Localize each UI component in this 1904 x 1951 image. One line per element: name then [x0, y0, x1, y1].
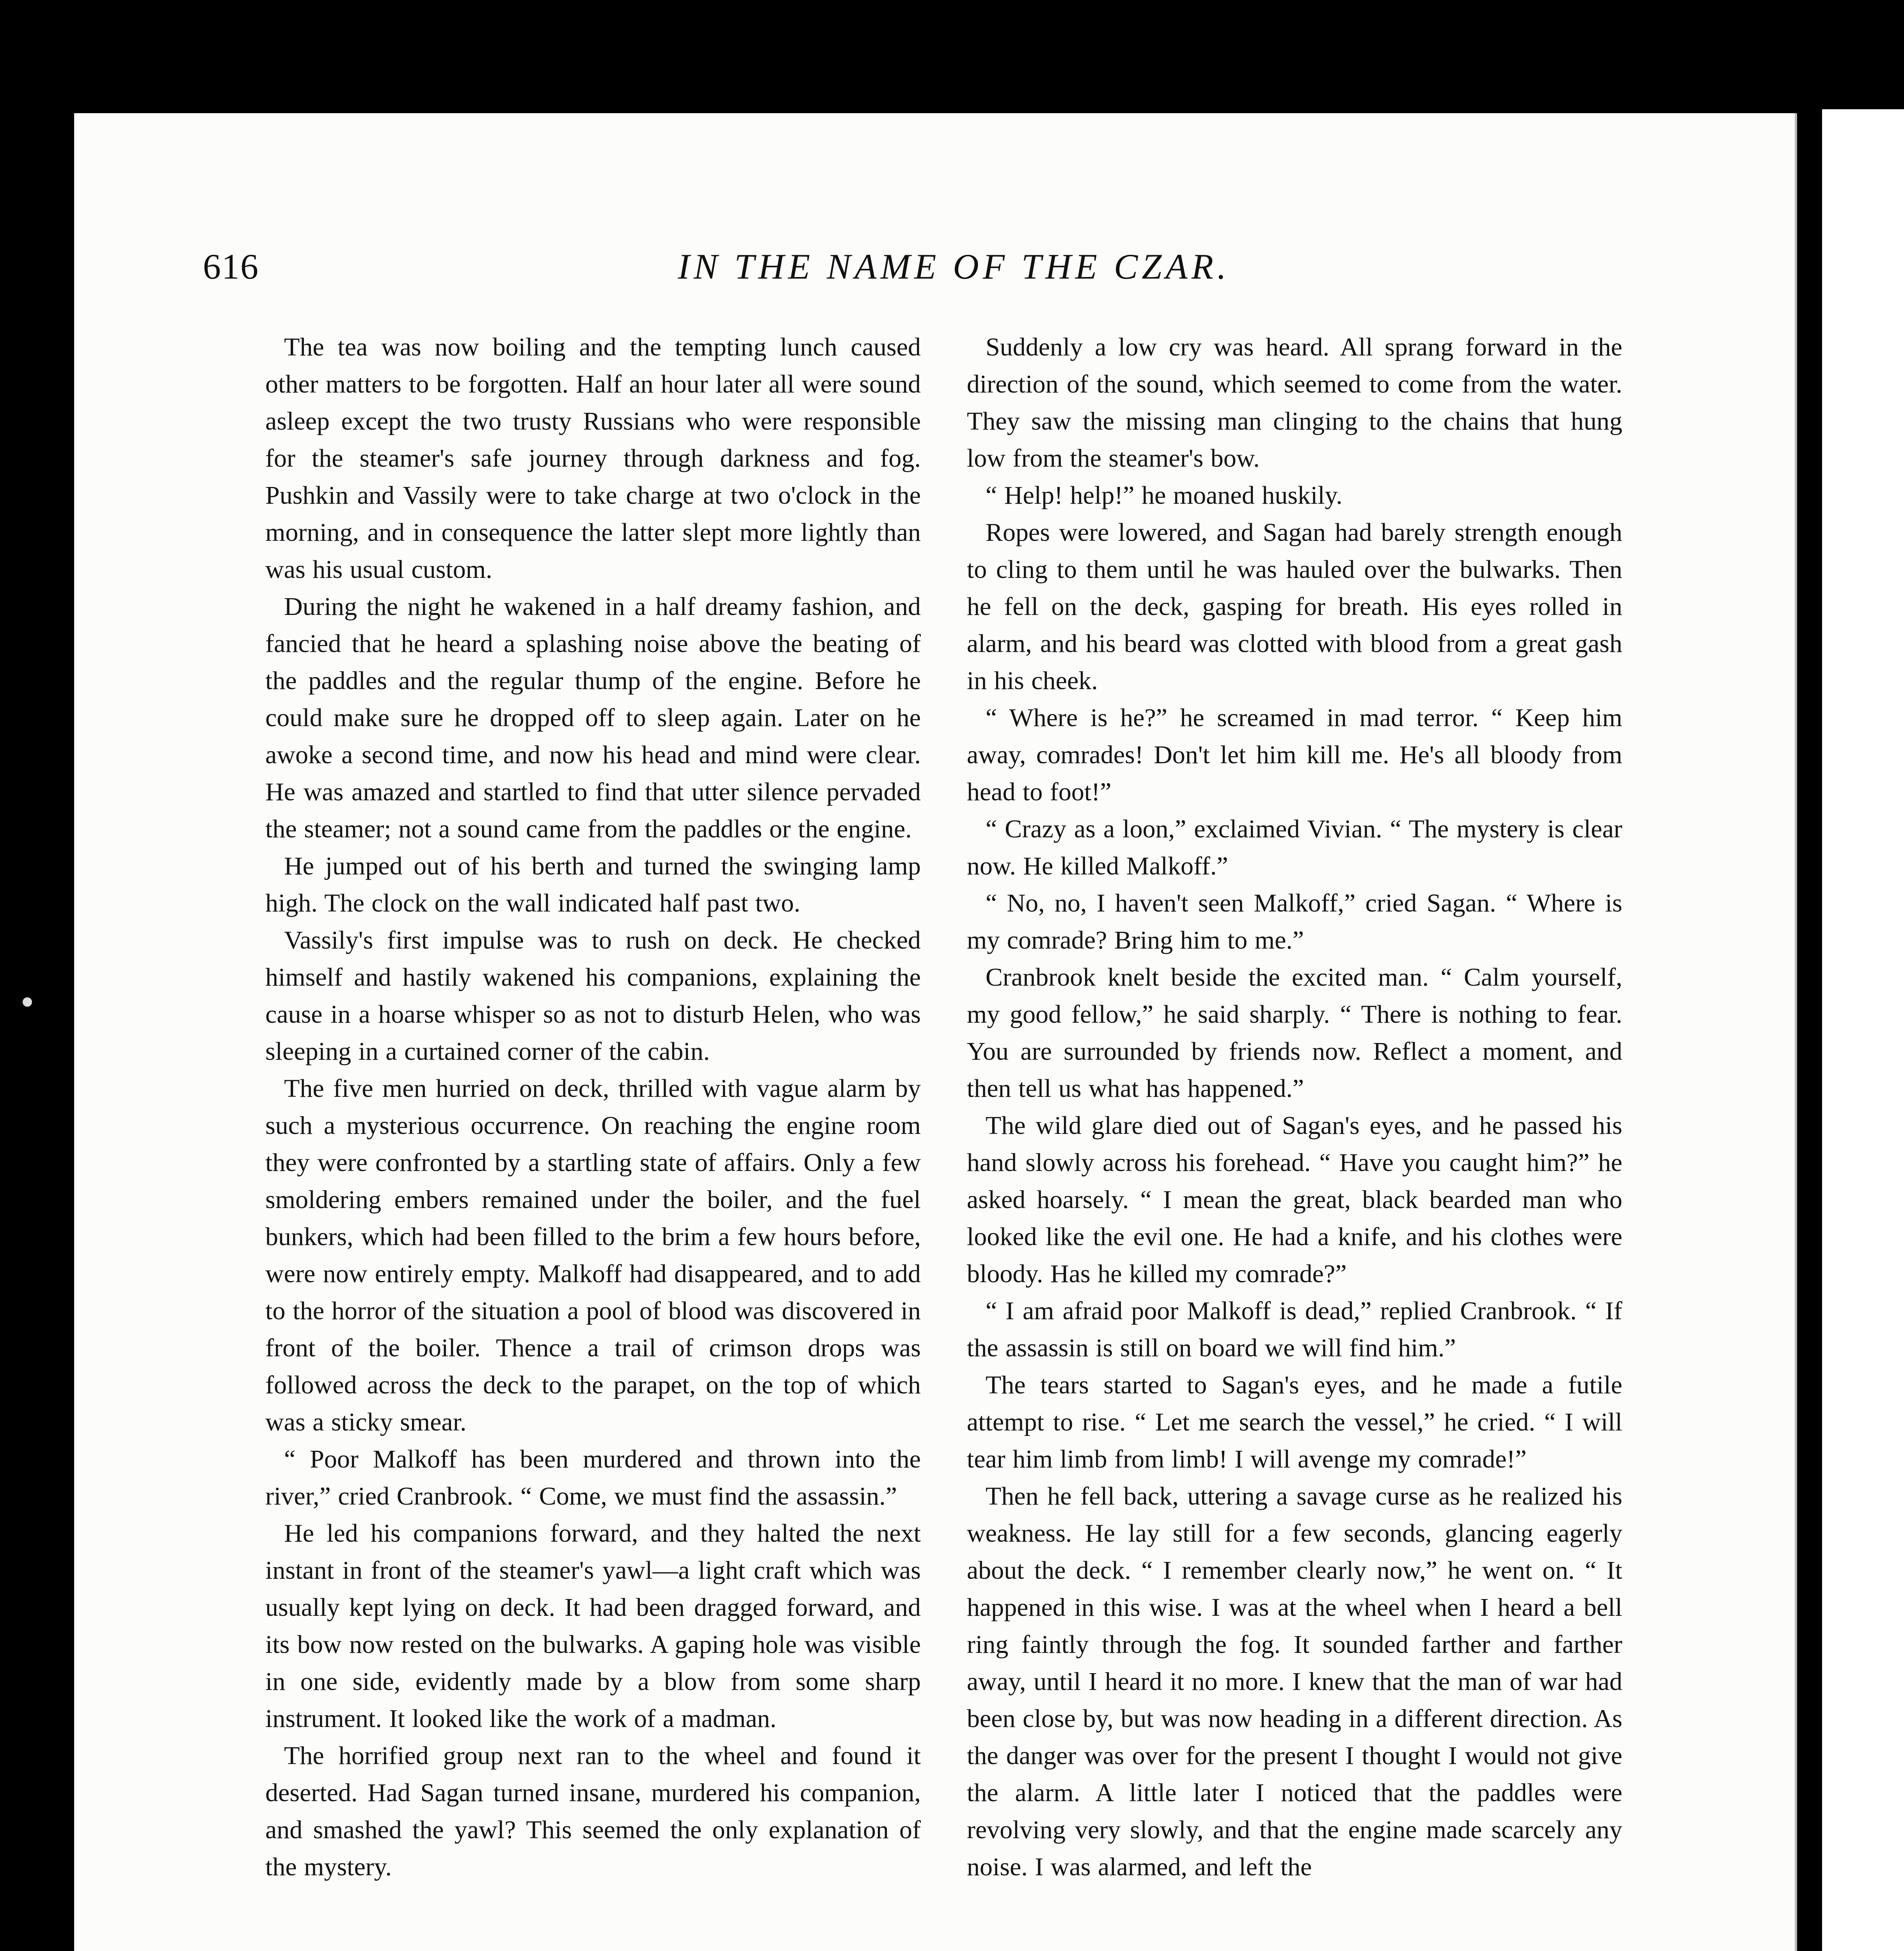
left-paragraph-6: “ Poor Malkoff has been murdered and thrown into the river,” cried Cranbrook. “ Come, we must find the assassin.” [265, 1445, 921, 1510]
left-paragraph-8: The horrified group next ran to the wheel and found it deserted. Had Sagan turned insane, murdered his companion, and smashed the yawl? This seemed the only explanation of the mystery. [265, 1741, 921, 1881]
right-paragraph-7: Cranbrook knelt beside the excited man. “ Calm yourself, my good fellow,” he said sharply. “ There is nothing to fear. You are surrounded by friends now. Reflect a moment, and then tell us what has happened.” [967, 963, 1622, 1103]
left-text-column [265, 329, 921, 1885]
right-paragraph-3: Ropes were lowered, and Sagan had barely strength enough to cling to them until he was hauled over the bulwarks. Then he fell on the deck, gasping for breath. His eyes rolled in alarm, and his beard was clotted with blood from a great gash in his cheek. [967, 518, 1622, 695]
right-paragraph-11: Then he fell back, uttering a savage curse as he realized his weakness. He lay still for a few seconds, glancing eagerly about the deck. “ I remember clearly now,” he went on. “ It happened in this wise. I was at the wheel when I heard a bell ring faintly through the fog. It sounded farther and farther away, until I heard it no more. I knew that the man of war had been close by, but was now heading in a different direction. As the danger was over for the present I thought I would not give the alarm. A little later I noticed that the paddles were revolving very slowly, and that the engine made scarcely any noise. I was alarmed, and left the [967, 1482, 1622, 1881]
scan-dust-speck [23, 997, 32, 1007]
right-paragraph-8: The wild glare died out of Sagan's eyes, and he passed his hand slowly across his forehead. “ Have you caught him?” he asked hoarsely. “ I mean the great, black bearded man who looked like the evil one. He had a knife, and his clothes were bloody. Has he killed my comrade?” [967, 1111, 1622, 1288]
right-paragraph-9: “ I am afraid poor Malkoff is dead,” replied Cranbrook. “ If the assassin is still on board we will find him.” [967, 1297, 1622, 1362]
right-paragraph-6: “ No, no, I haven't seen Malkoff,” cried Sagan. “ Where is my comrade? Bring him to me.” [967, 889, 1622, 954]
left-paragraph-2: During the night he wakened in a half dreamy fashion, and fancied that he heard a splashing noise above the beating of the paddles and the regular thump of the engine. Before he could make sure he dropped off to sleep again. Later on he awoke a second time, and now his head and mind were clear. He was amazed and startled to find that utter silence pervaded the steamer; not a sound came from the paddles or the engine. [265, 592, 921, 843]
page-number: 616 [203, 247, 259, 286]
left-paragraph-3: He jumped out of his berth and turned the swinging lamp high. The clock on the wall indicated half past two. [265, 852, 921, 917]
left-paragraph-5: The five men hurried on deck, thrilled with vague alarm by such a mysterious occurrence. On reaching the engine room they were confronted by a startling state of affairs. Only a few smoldering embers remained under the boiler, and the fuel bunkers, which had been filled to the brim a few hours before, were now entirely empty. Malkoff had disappeared, and to add to the horror of the situation a pool of blood was discovered in front of the boiler. Thence a trail of crimson drops was followed across the deck to the parapet, on the top of which was a sticky smear. [265, 1074, 921, 1436]
right-paragraph-10: The tears started to Sagan's eyes, and he made a futile attempt to rise. “ Let me search the vessel,” he cried. “ I will tear him limb from limb! I will avenge my comrade!” [967, 1371, 1622, 1473]
page-header [203, 246, 1705, 293]
right-text-column [967, 329, 1622, 1885]
left-paragraph-1: The tea was now boiling and the tempting lunch caused other matters to be forgotten. Half an hour later all were sound asleep except the two trusty Russians who were responsible for the steamer's safe journey through darkness and fog. Pushkin and Vassily were to take charge at two o'clock in the morning, and in consequence the latter slept more lightly than was his usual custom. [265, 333, 921, 584]
left-paragraph-4: Vassily's first impulse was to rush on deck. He checked himself and hastily wakened his companions, explaining the cause in a hoarse whisper so as not to disturb Helen, who was sleeping in a curtained corner of the cabin. [265, 926, 921, 1066]
left-paragraph-7: He led his companions forward, and they halted the next instant in front of the steamer's yawl—a light craft which was usually kept lying on deck. It had been dragged forward, and its bow now rested on the bulwarks. A gaping hole was visible in one side, evidently made by a blow from some sharp instrument. It looked like the work of a madman. [265, 1519, 921, 1733]
adjacent-page-edge [1822, 109, 1904, 1951]
right-paragraph-5: “ Crazy as a loon,” exclaimed Vivian. “ The mystery is clear now. He killed Malkoff.” [967, 815, 1622, 880]
right-paragraph-4: “ Where is he?” he screamed in mad terror. “ Keep him away, comrades! Don't let him kill me. He's all bloody from head to foot!” [967, 704, 1622, 806]
right-paragraph-1: Suddenly a low cry was heard. All sprang forward in the direction of the sound, which seemed to come from the water. They saw the missing man clinging to the chains that hung low from the steamer's bow. [967, 333, 1622, 473]
running-title: IN THE NAME OF THE CZAR. [678, 247, 1230, 286]
right-paragraph-2: “ Help! help!” he moaned huskily. [986, 481, 1343, 510]
